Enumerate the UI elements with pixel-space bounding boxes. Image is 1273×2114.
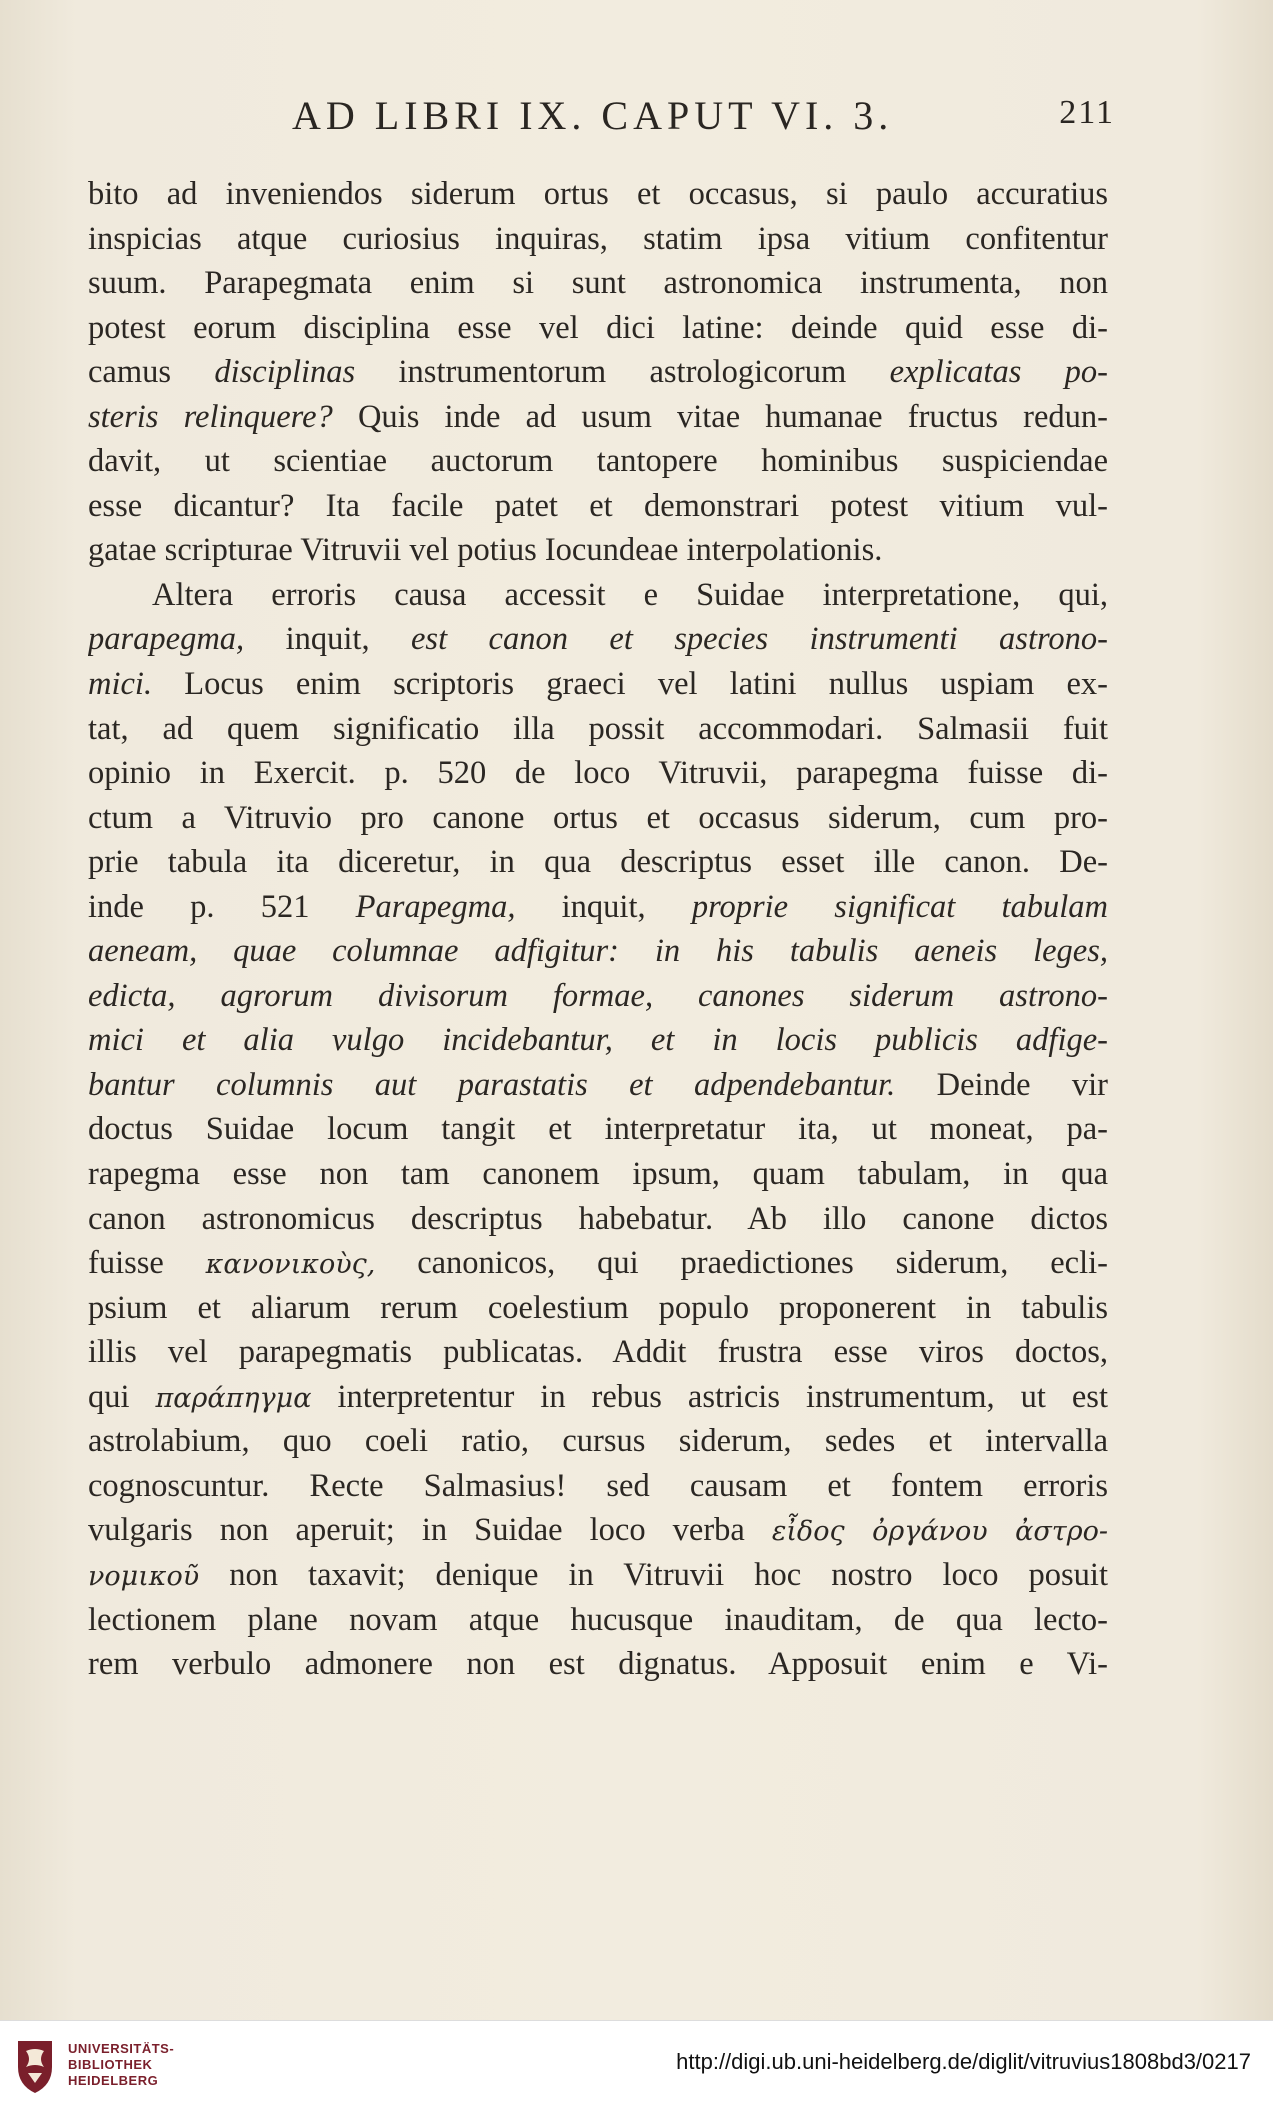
institution-line: HEIDELBERG xyxy=(68,2073,159,2088)
text-segment: interpretentur in rebus astricis instrumentum, ut est xyxy=(311,1378,1108,1415)
institution-line: BIBLIOTHEK xyxy=(68,2057,153,2072)
text-line xyxy=(88,484,1108,529)
text-segment: vulgaris non aperuit; in Suidae loco verba xyxy=(88,1512,772,1549)
text-line xyxy=(88,974,1108,1019)
text-segment: potest eorum disciplina esse vel dici latine: deinde quid esse di- xyxy=(88,309,1108,346)
text-line xyxy=(88,796,1108,841)
institution-line: UNIVERSITÄTS- xyxy=(68,2041,175,2056)
text-segment: lectionem plane novam atque hucusque inauditam, de qua lecto- xyxy=(88,1601,1108,1638)
italic-text: steris relinquere? xyxy=(88,398,333,435)
text-line xyxy=(88,573,1108,618)
text-segment: davit, ut scientiae auctorum tantopere hominibus suspiciendae xyxy=(88,443,1108,480)
text-line xyxy=(88,929,1108,974)
text-segment: rem verbulo admonere non est dignatus. Apposuit enim e Vi- xyxy=(88,1646,1108,1683)
text-line xyxy=(88,1286,1108,1331)
text-line xyxy=(88,261,1108,306)
footer-bar xyxy=(0,2020,1273,2114)
text-segment: esse dicantur? Ita facile patet et demonstrari potest vitium vul- xyxy=(88,487,1108,524)
italic-text: parapegma, xyxy=(88,621,245,658)
text-line xyxy=(88,1598,1108,1643)
text-line xyxy=(88,439,1108,484)
text-segment: tat, ad quem significatio illa possit accommodari. Salmasii fuit xyxy=(88,710,1108,747)
running-title: AD LIBRI IX. CAPUT VI. 3. xyxy=(292,93,894,138)
italic-text: mici et alia vulgo incidebantur, et in locis publicis adfige- xyxy=(88,1022,1108,1059)
text-segment: astrolabium, quo coeli ratio, cursus siderum, sedes et intervalla xyxy=(88,1423,1108,1460)
page-number: 211 xyxy=(1059,94,1115,131)
text-segment: Locus enim scriptoris graeci vel latini nullus uspiam ex- xyxy=(152,666,1108,703)
greek-term: κανονικοὺς, xyxy=(205,1249,376,1281)
text-segment: instrumentorum astrologicorum xyxy=(355,354,890,391)
text-segment: Quis inde ad usum vitae humanae fructus redun- xyxy=(332,398,1108,435)
text-line xyxy=(88,840,1108,885)
source-url-link[interactable]: http://digi.ub.uni-heidelberg.de/diglit/vitruvius1808bd3/0217 xyxy=(676,2049,1251,2074)
italic-text: edicta, agrorum divisorum formae, canones siderum astrono- xyxy=(88,977,1108,1014)
text-segment: Altera erroris causa accessit e Suidae interpretatione, qui, xyxy=(152,576,1108,613)
text-segment: prie tabula ita diceretur, in qua descriptus esset ille canon. De- xyxy=(88,844,1108,881)
text-segment: fuisse xyxy=(88,1245,206,1282)
text-segment: gatae scripturae Vitruvii vel potius Iocundeae interpolationis. xyxy=(88,532,883,569)
italic-text: aeneam, quae columnae adfigitur: in his tabulis aeneis leges, xyxy=(88,933,1108,970)
text-line xyxy=(88,885,1108,930)
text-line xyxy=(88,617,1108,662)
text-segment: Deinde vir xyxy=(895,1066,1108,1103)
text-line xyxy=(88,1553,1108,1598)
text-line xyxy=(88,751,1108,796)
text-line xyxy=(88,1508,1108,1553)
text-segment: doctus Suidae locum tangit et interpretatur ita, ut moneat, pa- xyxy=(88,1111,1108,1148)
heidelberg-library-logo-icon[interactable] xyxy=(14,2037,56,2095)
text-segment: canon astronomicus descriptus habebatur. Ab illo canone dictos xyxy=(88,1200,1108,1237)
text-line xyxy=(88,217,1108,262)
text-segment: inquit, xyxy=(244,621,411,658)
text-segment: camus xyxy=(88,354,215,391)
greek-term: εἶδος ὀργάνου ἀστρο- xyxy=(771,1516,1108,1548)
italic-text: Parapegma, xyxy=(355,888,516,925)
text-line xyxy=(88,1197,1108,1242)
text-line xyxy=(88,1241,1108,1286)
body-text xyxy=(88,172,1108,1687)
institution-name xyxy=(68,2041,174,2089)
italic-text: proprie significat tabulam xyxy=(691,888,1108,925)
text-line xyxy=(88,1330,1108,1375)
italic-text: explicatas po- xyxy=(889,354,1108,391)
greek-term: νομικοῦ xyxy=(88,1560,200,1592)
text-segment: inspicias atque curiosius inquiras, statim ipsa vitium confitentur xyxy=(88,220,1108,257)
text-line xyxy=(88,1419,1108,1464)
text-line xyxy=(88,1063,1108,1108)
text-segment: qui xyxy=(88,1378,156,1415)
text-line xyxy=(88,528,1108,573)
text-line xyxy=(88,172,1108,217)
running-header xyxy=(0,92,1273,142)
text-segment: psium et aliarum rerum coelestium populo proponerent in tabulis xyxy=(88,1289,1108,1326)
text-segment: canonicos, qui praedictiones siderum, ecli- xyxy=(375,1245,1108,1282)
text-line xyxy=(88,1375,1108,1420)
text-line xyxy=(88,662,1108,707)
text-segment: ctum a Vitruvio pro canone ortus et occasus siderum, cum pro- xyxy=(88,799,1108,836)
text-line xyxy=(88,1018,1108,1063)
text-segment: inquit, xyxy=(515,888,692,925)
text-line xyxy=(88,395,1108,440)
italic-text: mici. xyxy=(88,666,153,703)
text-segment: illis vel parapegmatis publicatas. Addit frustra esse viros doctos, xyxy=(88,1334,1108,1371)
text-line xyxy=(88,306,1108,351)
italic-text: est canon et species instrumenti astrono- xyxy=(411,621,1108,658)
greek-term: παράπηγμα xyxy=(155,1382,312,1414)
text-segment: suum. Parapegmata enim si sunt astronomica instrumenta, non xyxy=(88,265,1108,302)
text-segment: rapegma esse non tam canonem ipsum, quam tabulam, in qua xyxy=(88,1156,1108,1193)
text-segment: opinio in Exercit. p. 520 de loco Vitruvii, parapegma fuisse di- xyxy=(88,755,1108,792)
text-line xyxy=(88,1152,1108,1197)
italic-text: disciplinas xyxy=(214,354,356,391)
text-segment: inde p. 521 xyxy=(88,888,356,925)
text-line xyxy=(88,350,1108,395)
text-segment: non taxavit; denique in Vitruvii hoc nostro loco posuit xyxy=(199,1556,1108,1593)
text-line xyxy=(88,1107,1108,1152)
text-line xyxy=(88,707,1108,752)
text-line xyxy=(88,1642,1108,1687)
italic-text: bantur columnis aut parastatis et adpendebantur. xyxy=(88,1066,896,1103)
text-segment: bito ad inveniendos siderum ortus et occasus, si paulo accuratius xyxy=(88,176,1108,212)
text-line xyxy=(88,1464,1108,1509)
text-segment: cognoscuntur. Recte Salmasius! sed causam et fontem erroris xyxy=(88,1467,1108,1504)
